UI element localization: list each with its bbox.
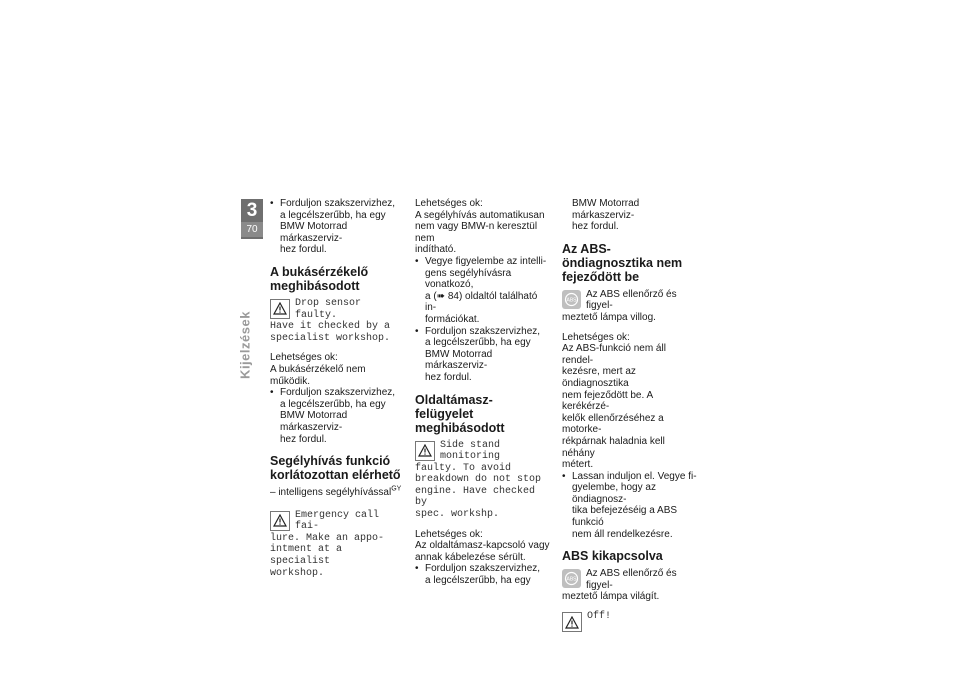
warning-triangle-icon (562, 612, 582, 632)
text-line: gens segélyhívásra vonatkozó, (425, 267, 512, 291)
text-line: indítható. (415, 244, 457, 256)
text-line: Az ABS ellenőrző és figyel- (586, 568, 677, 591)
text-line: rékpárnak haladnia kell néhány (562, 435, 665, 459)
text-line: nem áll rendelkezésre. (572, 528, 673, 540)
abs-lamp-note (562, 568, 698, 603)
mono-line: Off! (587, 611, 612, 623)
text-line: formációkat. (425, 313, 480, 325)
abs-icon-label: ABS (566, 297, 577, 304)
text-line: Vegye figyelembe az intelli- (425, 255, 547, 267)
text-line: BMW Motorrad márkaszerviz- (280, 221, 348, 244)
warning-triangle-icon (270, 299, 290, 319)
mono-line: Drop sensor faulty. (295, 297, 362, 321)
column-3 (562, 198, 698, 641)
text-line: métert. (562, 459, 594, 471)
mono-line: spec. workshp. (415, 509, 500, 521)
bullet-item: • Forduljon szakszervizhez, a legcélszerűbb, ha egy BMW Motorrad márkaszerviz- hez fordul. (270, 198, 406, 256)
bullet-item: • Lassan induljon el. Vegye fi- gyelembe, hogy az öndiagnosz- tika befejezéséig a ABS funkció nem áll rendelkezésre. (562, 470, 697, 540)
bullet-item: • Forduljon szakszervizhez, a legcélszerűbb, ha egy BMW Motorrad márkaszerviz- hez fordul. (270, 387, 406, 445)
text-line: Az ABS ellenőrző és figyel- (586, 288, 677, 312)
cause-label: Lehetséges ok: (270, 352, 338, 364)
text-line: a legcélszerűbb, ha egy (425, 575, 531, 587)
warning-message (562, 611, 698, 633)
text-line: BMW Motorrad márkaszerviz- (572, 198, 640, 221)
warning-triangle-icon (415, 441, 435, 461)
mono-line: breakdown do not stop (415, 474, 542, 486)
text-line: Forduljon szakszervizhez, (280, 198, 396, 209)
text-line: gyelembe, hogy az öndiagnosz- (572, 482, 656, 505)
variant-note (270, 487, 406, 499)
cause-label: Lehetséges ok: (562, 331, 630, 343)
column-1 (270, 198, 406, 587)
abs-lamp-note (562, 289, 698, 324)
cause-label: Lehetséges ok: (415, 198, 483, 209)
bullet-item: • Forduljon szakszervizhez, a legcélszerűbb, ha egy (415, 563, 551, 586)
text-line: hez fordul. (280, 433, 327, 445)
chapter-tab (241, 199, 263, 239)
mono-line: Have it checked by a (270, 321, 391, 333)
page-reference[interactable]: a (➠ 84) oldaltól található in- (425, 290, 538, 314)
text-line: Lassan induljon el. Vegye fi- (572, 470, 697, 482)
mono-line: Emergency call fai- (295, 509, 380, 533)
text-line: tika befejezéséig a ABS funkció (572, 505, 678, 529)
mono-line: specialist workshop. (270, 332, 391, 344)
text-line: a legcélszerűbb, ha egy (280, 209, 386, 221)
warning-triangle-icon (270, 511, 290, 531)
abs-lamp-icon (562, 569, 581, 588)
section-heading: Segélyhívás funkció korlátozottan elérhető (270, 454, 401, 483)
text-line: a legcélszerűbb, ha egy (425, 337, 531, 349)
bullet-item: • Vegye figyelembe az intelli- gens segélyhívásra vonatkozó, a (➠ 84) oldaltól található in- formációkat. (415, 256, 551, 326)
text-line: nem fejeződött be. A kerékérzé- (562, 389, 653, 413)
text-line: annak kábelezése sérült. (415, 551, 526, 563)
mono-line: faulty. To avoid (415, 462, 512, 474)
chapter-number: 3 (246, 200, 258, 221)
section-heading: Oldaltámasz-felügyelet meghibásodott (415, 392, 505, 435)
variant-code: GY (391, 485, 402, 493)
text-line: Az ABS-funkció nem áll rendel- (562, 343, 666, 366)
text-line: BMW Motorrad márkaszerviz- (425, 348, 493, 372)
mono-line: engine. Have checked by (415, 485, 536, 509)
abs-icon-label: ABS (566, 576, 577, 583)
side-section-label: Kijelzések (237, 311, 253, 379)
text-line: nem vagy BMW-n keresztül nem (415, 221, 538, 244)
text-line: kezésre, mert az öndiagnosztika (562, 366, 636, 389)
mono-line: intment at a specialist (270, 544, 343, 568)
section-heading: Az ABS-öndiagnosztika nem fejeződött be (562, 241, 683, 284)
text-line: hez fordul. (280, 244, 327, 256)
text-line: hez fordul. (572, 221, 619, 233)
text-line: meztető lámpa világít. (562, 591, 660, 603)
section-heading: ABS kikapcsolva (562, 549, 663, 564)
column-2 (415, 198, 551, 587)
text-line: a legcélszerűbb, ha egy (280, 398, 386, 410)
text-line: kelők ellenőrzéséhez a motorke- (562, 412, 664, 436)
text-line: Forduljon szakszervizhez, (425, 563, 541, 575)
warning-message (270, 298, 406, 344)
cause-label: Lehetséges ok: (415, 528, 483, 540)
mono-line: Side stand monitoring (440, 439, 501, 463)
warning-message (270, 510, 406, 580)
text-line: BMW Motorrad márkaszerviz- (280, 410, 348, 433)
text-line: Forduljon szakszervizhez, (280, 387, 396, 399)
text-line: hez fordul. (425, 371, 472, 383)
bullet-item: • Forduljon szakszervizhez, a legcélszerűbb, ha egy BMW Motorrad márkaszerviz- hez fordul. (415, 326, 551, 384)
text-line: A segélyhívás automatikusan (415, 209, 545, 221)
abs-lamp-icon (562, 290, 581, 309)
text-line: meztető lámpa villog. (562, 311, 656, 323)
warning-message (415, 440, 551, 521)
variant-text: – intelligens segélyhívással (270, 487, 392, 499)
cause-text: A bukásérzékelő nem működik. (270, 363, 366, 387)
section-heading: A bukásérzékelő meghibásodott (270, 264, 369, 293)
mono-line: workshop. (270, 567, 325, 579)
mono-line: lure. Make an appo- (270, 532, 385, 544)
text-line: Az oldaltámasz-kapcsoló vagy (415, 540, 550, 552)
text-line: Forduljon szakszervizhez, (425, 325, 541, 337)
page-number: 70 (241, 222, 263, 237)
